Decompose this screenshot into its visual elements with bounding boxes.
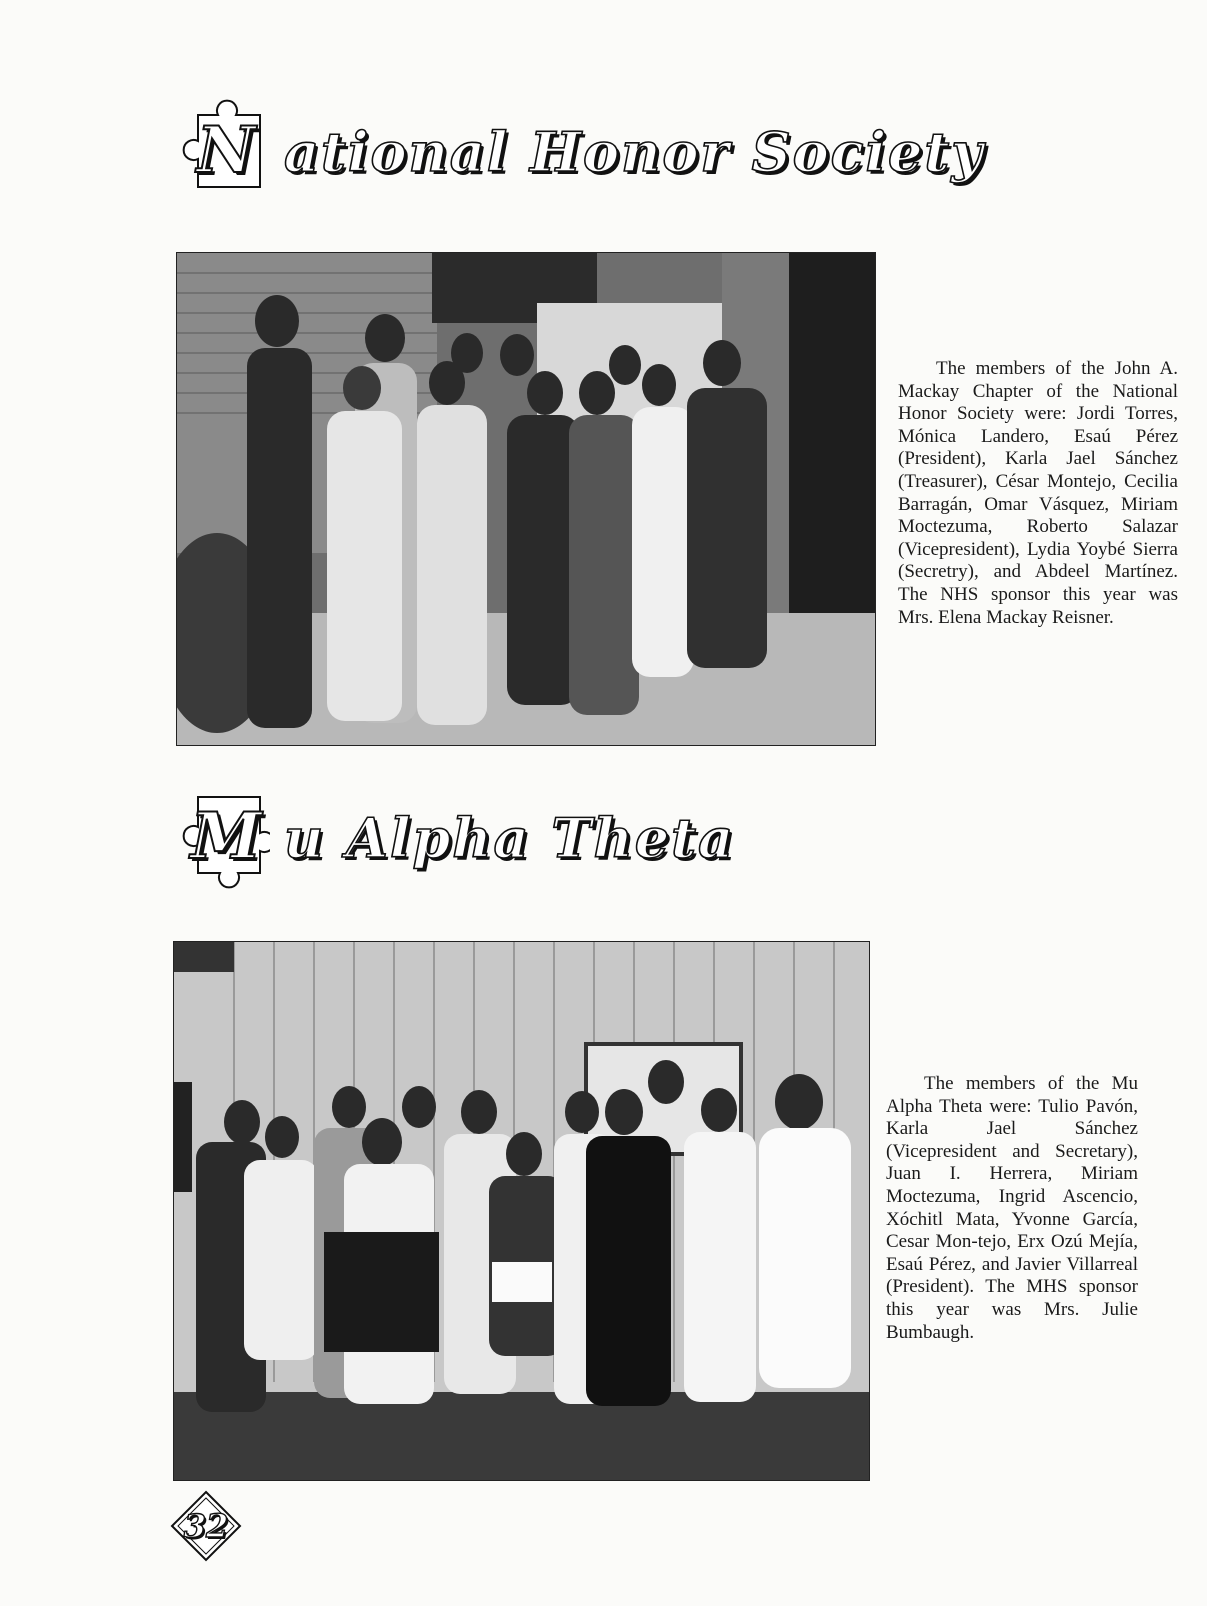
page-number-text: 32 [183, 1507, 229, 1545]
mu-alpha-theta-caption: The members of the Mu Alpha Theta were: Tulio Pavón, Karla Jael Sánchez (Vicepresident and Secretary), Juan I. Herrera, Miriam Moctezuma, Ingrid Ascencio, Xóchitl Mata, Yvonne García, Cesar Mon-tejo, Erx Ozú Mejía, Esaú Pérez, and Javier Villarreal (President). The MHS sponsor this year was Mrs. Julie Bumbaugh. [886, 1073, 1138, 1343]
mu-alpha-theta-group-photo [173, 941, 870, 1481]
heading-initial-letter: M [190, 798, 262, 874]
mu-alpha-theta-heading [170, 778, 736, 898]
heading-text: u Alpha Theta [284, 806, 736, 870]
puzzle-piece-icon [170, 783, 270, 893]
puzzle-piece-icon [170, 97, 270, 207]
nhs-caption: The members of the John A. Mackay Chapter of the National Honor Society were: Jordi Torres, Mónica Landero, Esaú Pérez (President), Karla Jael Sánchez (Treasurer), César Montejo, Cecilia Barragán, Omar Vásquez, Miriam Moctezuma, Roberto Salazar (Vicepresident), Lydia Yoybé Sierra (Secretry), and Abdeel Martínez. The NHS sponsor this year was Mrs. Elena Mackay Reisner. [898, 358, 1178, 628]
nhs-heading [170, 92, 985, 212]
nhs-group-photo [176, 252, 876, 746]
heading-text: ational Honor Society [284, 120, 985, 184]
page-number [170, 1490, 242, 1562]
heading-initial-letter: N [196, 112, 256, 188]
